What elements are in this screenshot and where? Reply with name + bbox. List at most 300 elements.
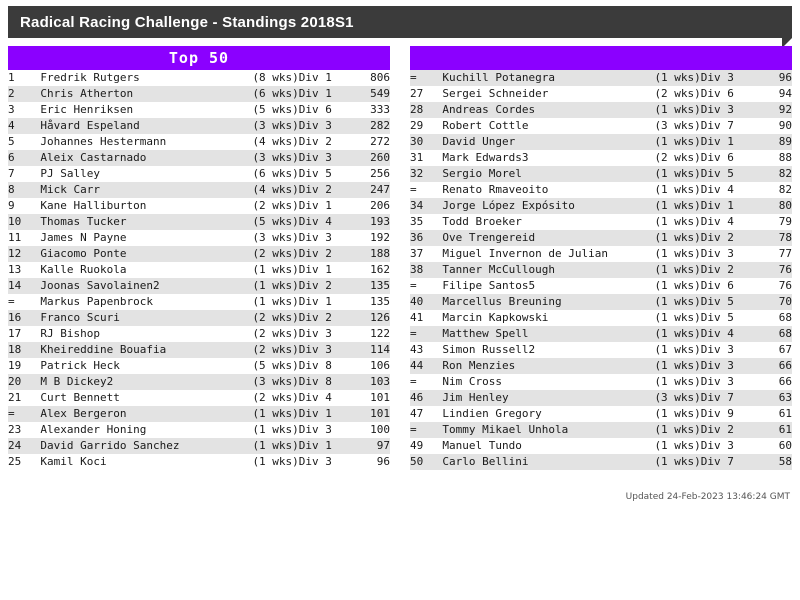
row-weeks: (1 wks) — [630, 406, 701, 422]
table-row — [8, 86, 390, 102]
table-row — [8, 310, 390, 326]
row-position: = — [410, 182, 442, 198]
row-driver-name: Tanner McCullough — [442, 262, 629, 278]
row-division: Div 9 — [701, 406, 754, 422]
row-position: 21 — [8, 390, 40, 406]
row-position: 10 — [8, 214, 40, 230]
row-driver-name: Johannes Hestermann — [40, 134, 227, 150]
row-points: 135 — [351, 294, 390, 310]
row-points: 68 — [753, 326, 792, 342]
row-division: Div 6 — [701, 150, 754, 166]
table-row — [8, 262, 390, 278]
row-driver-name: RJ Bishop — [40, 326, 227, 342]
row-points: 94 — [753, 86, 792, 102]
table-row — [8, 438, 390, 454]
row-driver-name: Aleix Castarnado — [40, 150, 227, 166]
row-driver-name: Renato Rmaveoito — [442, 182, 629, 198]
row-driver-name: Robert Cottle — [442, 118, 629, 134]
table-row — [410, 358, 792, 374]
row-division: Div 1 — [299, 294, 352, 310]
row-points: 66 — [753, 358, 792, 374]
row-weeks: (1 wks) — [630, 230, 701, 246]
row-weeks: (2 wks) — [228, 326, 299, 342]
row-position: 3 — [8, 102, 40, 118]
row-division: Div 2 — [701, 422, 754, 438]
row-position: = — [410, 70, 442, 86]
table-row — [410, 70, 792, 86]
row-position: 25 — [8, 454, 40, 470]
row-points: 549 — [351, 86, 390, 102]
row-driver-name: Lindien Gregory — [442, 406, 629, 422]
row-position: 20 — [8, 374, 40, 390]
row-division: Div 6 — [701, 86, 754, 102]
row-weeks: (1 wks) — [630, 182, 701, 198]
row-position: 38 — [410, 262, 442, 278]
table-row — [410, 118, 792, 134]
updated-timestamp: Updated 24-Feb-2023 13:46:24 GMT — [625, 492, 790, 502]
row-weeks: (3 wks) — [228, 150, 299, 166]
row-division: Div 3 — [701, 374, 754, 390]
row-points: 100 — [351, 422, 390, 438]
row-weeks: (1 wks) — [228, 454, 299, 470]
row-position: 24 — [8, 438, 40, 454]
row-points: 92 — [753, 102, 792, 118]
row-driver-name: Carlo Bellini — [442, 454, 629, 470]
row-weeks: (2 wks) — [228, 246, 299, 262]
row-points: 60 — [753, 438, 792, 454]
row-position: 43 — [410, 342, 442, 358]
row-weeks: (1 wks) — [630, 134, 701, 150]
row-division: Div 4 — [701, 214, 754, 230]
table-row — [8, 166, 390, 182]
row-position: = — [410, 278, 442, 294]
row-points: 82 — [753, 166, 792, 182]
row-driver-name: Ove Trengereid — [442, 230, 629, 246]
row-weeks: (1 wks) — [228, 278, 299, 294]
row-weeks: (1 wks) — [228, 438, 299, 454]
row-points: 103 — [351, 374, 390, 390]
row-position: 4 — [8, 118, 40, 134]
row-points: 89 — [753, 134, 792, 150]
row-division: Div 3 — [299, 230, 352, 246]
row-weeks: (1 wks) — [630, 374, 701, 390]
table-row — [410, 86, 792, 102]
column-header-left: Top 50 — [8, 46, 390, 70]
row-driver-name: Joonas Savolainen2 — [40, 278, 227, 294]
row-weeks: (1 wks) — [630, 454, 701, 470]
row-weeks: (1 wks) — [630, 70, 701, 86]
row-driver-name: M B Dickey2 — [40, 374, 227, 390]
row-points: 79 — [753, 214, 792, 230]
row-points: 80 — [753, 198, 792, 214]
row-division: Div 3 — [701, 246, 754, 262]
row-driver-name: David Garrido Sanchez — [40, 438, 227, 454]
row-position: 19 — [8, 358, 40, 374]
window-title-bar — [8, 6, 792, 38]
row-division: Div 5 — [701, 294, 754, 310]
row-division: Div 6 — [299, 102, 352, 118]
row-driver-name: Manuel Tundo — [442, 438, 629, 454]
row-position: 44 — [410, 358, 442, 374]
row-driver-name: Simon Russell2 — [442, 342, 629, 358]
row-weeks: (1 wks) — [228, 262, 299, 278]
row-position: 32 — [410, 166, 442, 182]
row-driver-name: Patrick Heck — [40, 358, 227, 374]
row-position: 46 — [410, 390, 442, 406]
row-points: 78 — [753, 230, 792, 246]
row-driver-name: Alexander Honing — [40, 422, 227, 438]
table-row — [410, 246, 792, 262]
row-driver-name: Markus Papenbrock — [40, 294, 227, 310]
row-driver-name: Matthew Spell — [442, 326, 629, 342]
row-weeks: (1 wks) — [630, 438, 701, 454]
row-division: Div 1 — [299, 406, 352, 422]
row-driver-name: Kuchill Potanegra — [442, 70, 629, 86]
table-row — [410, 230, 792, 246]
row-weeks: (5 wks) — [228, 102, 299, 118]
row-division: Div 5 — [299, 166, 352, 182]
row-division: Div 2 — [299, 278, 352, 294]
table-row — [410, 454, 792, 470]
table-row — [8, 358, 390, 374]
row-position: 11 — [8, 230, 40, 246]
row-points: 247 — [351, 182, 390, 198]
row-driver-name: Kane Halliburton — [40, 198, 227, 214]
row-division: Div 4 — [299, 214, 352, 230]
row-position: 30 — [410, 134, 442, 150]
row-points: 272 — [351, 134, 390, 150]
row-points: 96 — [753, 70, 792, 86]
row-points: 61 — [753, 422, 792, 438]
row-driver-name: Marcellus Breuning — [442, 294, 629, 310]
table-row — [410, 310, 792, 326]
row-points: 106 — [351, 358, 390, 374]
row-position: = — [8, 294, 40, 310]
row-points: 114 — [351, 342, 390, 358]
row-position: 17 — [8, 326, 40, 342]
row-position: 50 — [410, 454, 442, 470]
table-row — [410, 134, 792, 150]
table-row — [8, 198, 390, 214]
row-weeks: (1 wks) — [630, 278, 701, 294]
row-position: 41 — [410, 310, 442, 326]
table-row — [410, 166, 792, 182]
row-points: 192 — [351, 230, 390, 246]
table-row — [410, 278, 792, 294]
row-weeks: (1 wks) — [630, 166, 701, 182]
row-weeks: (1 wks) — [630, 262, 701, 278]
row-driver-name: Eric Henriksen — [40, 102, 227, 118]
row-position: 1 — [8, 70, 40, 86]
table-row — [8, 390, 390, 406]
row-driver-name: PJ Salley — [40, 166, 227, 182]
row-division: Div 3 — [299, 454, 352, 470]
row-weeks: (1 wks) — [630, 214, 701, 230]
table-row — [8, 134, 390, 150]
row-weeks: (2 wks) — [630, 150, 701, 166]
row-driver-name: Sergio Morel — [442, 166, 629, 182]
table-row — [410, 422, 792, 438]
row-driver-name: Miguel Invernon de Julian — [442, 246, 629, 262]
row-driver-name: Curt Bennett — [40, 390, 227, 406]
row-driver-name: Jorge López Expósito — [442, 198, 629, 214]
table-row — [410, 390, 792, 406]
row-division: Div 3 — [701, 438, 754, 454]
row-weeks: (6 wks) — [228, 166, 299, 182]
table-row — [410, 198, 792, 214]
row-position: 8 — [8, 182, 40, 198]
row-driver-name: Mark Edwards3 — [442, 150, 629, 166]
row-position: 18 — [8, 342, 40, 358]
row-weeks: (3 wks) — [228, 374, 299, 390]
row-points: 76 — [753, 262, 792, 278]
row-driver-name: Filipe Santos5 — [442, 278, 629, 294]
row-division: Div 7 — [701, 454, 754, 470]
standings-column-left — [8, 46, 390, 470]
row-weeks: (4 wks) — [228, 134, 299, 150]
row-division: Div 3 — [299, 118, 352, 134]
row-weeks: (1 wks) — [228, 406, 299, 422]
row-driver-name: Andreas Cordes — [442, 102, 629, 118]
row-driver-name: Mick Carr — [40, 182, 227, 198]
row-points: 282 — [351, 118, 390, 134]
row-division: Div 5 — [701, 166, 754, 182]
table-row — [410, 262, 792, 278]
row-driver-name: Alex Bergeron — [40, 406, 227, 422]
row-position: = — [410, 374, 442, 390]
row-driver-name: Ron Menzies — [442, 358, 629, 374]
row-division: Div 3 — [299, 342, 352, 358]
table-row — [410, 406, 792, 422]
row-points: 256 — [351, 166, 390, 182]
row-division: Div 2 — [701, 230, 754, 246]
row-division: Div 2 — [299, 182, 352, 198]
row-division: Div 4 — [701, 326, 754, 342]
row-division: Div 7 — [701, 118, 754, 134]
row-position: 6 — [8, 150, 40, 166]
column-header-right — [410, 46, 792, 70]
row-points: 68 — [753, 310, 792, 326]
row-weeks: (5 wks) — [228, 214, 299, 230]
row-points: 162 — [351, 262, 390, 278]
page-title: Radical Racing Challenge - Standings 2018S1 — [20, 13, 354, 31]
row-division: Div 8 — [299, 358, 352, 374]
row-weeks: (1 wks) — [630, 246, 701, 262]
row-weeks: (1 wks) — [630, 102, 701, 118]
table-row — [8, 422, 390, 438]
table-row — [8, 278, 390, 294]
row-driver-name: Jim Henley — [442, 390, 629, 406]
row-points: 188 — [351, 246, 390, 262]
row-position: 28 — [410, 102, 442, 118]
row-division: Div 8 — [299, 374, 352, 390]
row-driver-name: Giacomo Ponte — [40, 246, 227, 262]
row-points: 61 — [753, 406, 792, 422]
row-division: Div 7 — [701, 390, 754, 406]
row-driver-name: Chris Atherton — [40, 86, 227, 102]
row-driver-name: Fredrik Rutgers — [40, 70, 227, 86]
row-weeks: (1 wks) — [630, 342, 701, 358]
row-points: 96 — [351, 454, 390, 470]
row-position: 7 — [8, 166, 40, 182]
row-points: 67 — [753, 342, 792, 358]
row-weeks: (1 wks) — [630, 198, 701, 214]
row-position: 31 — [410, 150, 442, 166]
row-points: 77 — [753, 246, 792, 262]
row-weeks: (1 wks) — [228, 422, 299, 438]
row-division: Div 3 — [701, 70, 754, 86]
table-row — [8, 342, 390, 358]
row-points: 135 — [351, 278, 390, 294]
row-division: Div 1 — [701, 198, 754, 214]
row-points: 333 — [351, 102, 390, 118]
row-position: 47 — [410, 406, 442, 422]
row-points: 58 — [753, 454, 792, 470]
row-division: Div 3 — [701, 358, 754, 374]
row-division: Div 3 — [701, 102, 754, 118]
row-points: 101 — [351, 390, 390, 406]
row-division: Div 6 — [701, 278, 754, 294]
row-weeks: (3 wks) — [630, 118, 701, 134]
table-row — [8, 374, 390, 390]
row-division: Div 2 — [299, 134, 352, 150]
row-division: Div 1 — [299, 262, 352, 278]
row-points: 76 — [753, 278, 792, 294]
row-driver-name: Franco Scuri — [40, 310, 227, 326]
table-row — [8, 294, 390, 310]
row-division: Div 1 — [299, 438, 352, 454]
table-row — [8, 214, 390, 230]
row-position: 37 — [410, 246, 442, 262]
row-points: 126 — [351, 310, 390, 326]
table-row — [410, 326, 792, 342]
row-points: 260 — [351, 150, 390, 166]
table-row — [8, 406, 390, 422]
table-row — [8, 182, 390, 198]
row-weeks: (1 wks) — [630, 358, 701, 374]
row-weeks: (2 wks) — [630, 86, 701, 102]
row-points: 97 — [351, 438, 390, 454]
row-position: 2 — [8, 86, 40, 102]
row-position: = — [410, 326, 442, 342]
row-driver-name: Håvard Espeland — [40, 118, 227, 134]
row-points: 88 — [753, 150, 792, 166]
row-points: 82 — [753, 182, 792, 198]
row-division: Div 3 — [701, 342, 754, 358]
row-points: 63 — [753, 390, 792, 406]
row-points: 70 — [753, 294, 792, 310]
row-division: Div 1 — [299, 198, 352, 214]
row-weeks: (3 wks) — [630, 390, 701, 406]
row-weeks: (8 wks) — [228, 70, 299, 86]
row-points: 193 — [351, 214, 390, 230]
row-weeks: (2 wks) — [228, 310, 299, 326]
row-points: 66 — [753, 374, 792, 390]
row-division: Div 3 — [299, 150, 352, 166]
table-row — [8, 230, 390, 246]
row-driver-name: Todd Broeker — [442, 214, 629, 230]
row-driver-name: James N Payne — [40, 230, 227, 246]
row-driver-name: Sergei Schneider — [442, 86, 629, 102]
row-division: Div 5 — [701, 310, 754, 326]
row-division: Div 1 — [299, 70, 352, 86]
row-points: 122 — [351, 326, 390, 342]
row-division: Div 3 — [299, 422, 352, 438]
row-weeks: (1 wks) — [228, 294, 299, 310]
row-points: 101 — [351, 406, 390, 422]
row-weeks: (2 wks) — [228, 198, 299, 214]
row-position: 9 — [8, 198, 40, 214]
row-driver-name: Tommy Mikael Unhola — [442, 422, 629, 438]
row-position: = — [8, 406, 40, 422]
table-row — [8, 326, 390, 342]
row-driver-name: Nim Cross — [442, 374, 629, 390]
row-position: 12 — [8, 246, 40, 262]
row-division: Div 4 — [299, 390, 352, 406]
row-position: 5 — [8, 134, 40, 150]
table-row — [410, 374, 792, 390]
row-division: Div 2 — [299, 310, 352, 326]
row-weeks: (3 wks) — [228, 230, 299, 246]
row-driver-name: Kheireddine Bouafia — [40, 342, 227, 358]
row-division: Div 3 — [299, 326, 352, 342]
row-position: 40 — [410, 294, 442, 310]
table-row — [410, 214, 792, 230]
table-row — [8, 118, 390, 134]
row-position: 16 — [8, 310, 40, 326]
row-points: 206 — [351, 198, 390, 214]
table-row — [8, 454, 390, 470]
table-row — [410, 102, 792, 118]
row-division: Div 1 — [701, 134, 754, 150]
row-points: 806 — [351, 70, 390, 86]
row-position: 27 — [410, 86, 442, 102]
row-position: 13 — [8, 262, 40, 278]
standings-table-left — [8, 70, 390, 470]
row-position: 36 — [410, 230, 442, 246]
row-position: 14 — [8, 278, 40, 294]
row-driver-name: Thomas Tucker — [40, 214, 227, 230]
row-driver-name: Kamil Koci — [40, 454, 227, 470]
row-driver-name: Marcin Kapkowski — [442, 310, 629, 326]
row-weeks: (2 wks) — [228, 342, 299, 358]
row-position: = — [410, 422, 442, 438]
row-position: 35 — [410, 214, 442, 230]
row-position: 29 — [410, 118, 442, 134]
table-row — [410, 438, 792, 454]
row-division: Div 4 — [701, 182, 754, 198]
row-points: 90 — [753, 118, 792, 134]
row-weeks: (1 wks) — [630, 294, 701, 310]
row-position: 49 — [410, 438, 442, 454]
row-weeks: (1 wks) — [630, 310, 701, 326]
row-weeks: (1 wks) — [630, 422, 701, 438]
row-weeks: (3 wks) — [228, 118, 299, 134]
row-driver-name: David Unger — [442, 134, 629, 150]
table-row — [410, 342, 792, 358]
row-weeks: (2 wks) — [228, 390, 299, 406]
row-division: Div 2 — [299, 246, 352, 262]
table-row — [8, 70, 390, 86]
table-row — [410, 150, 792, 166]
row-weeks: (4 wks) — [228, 182, 299, 198]
row-division: Div 1 — [299, 86, 352, 102]
standings-table-right — [410, 70, 792, 470]
table-row — [410, 294, 792, 310]
standings-column-right — [410, 46, 792, 470]
row-weeks: (6 wks) — [228, 86, 299, 102]
table-row — [8, 102, 390, 118]
